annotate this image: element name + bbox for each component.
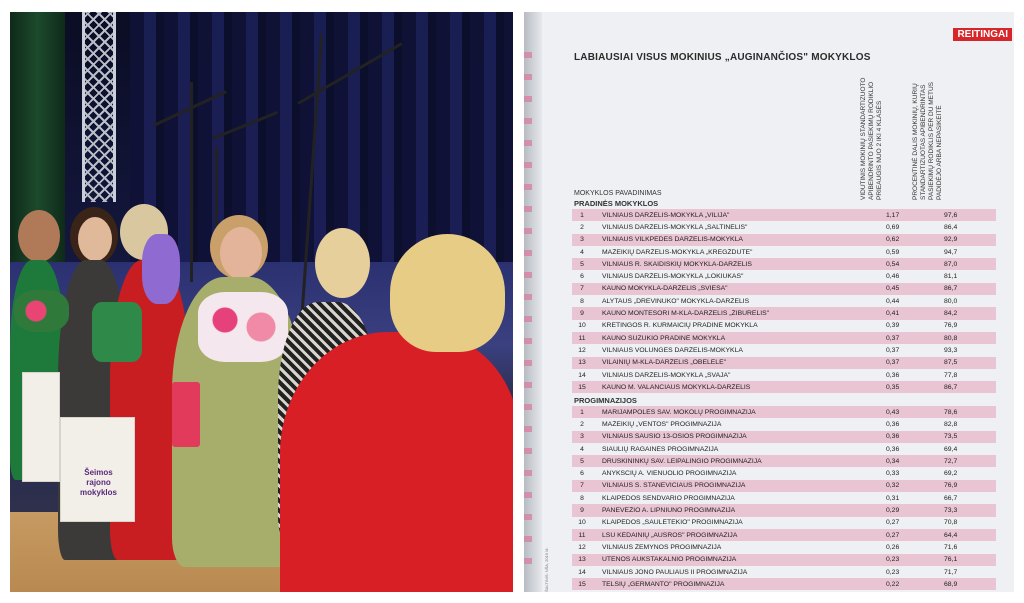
table-row — [572, 467, 996, 479]
score-increase-cell: 0,26 — [886, 543, 900, 551]
table-row — [572, 480, 996, 492]
rank-cell: 4 — [580, 445, 584, 453]
score-increase-cell: 0,34 — [886, 457, 900, 465]
table-row — [572, 492, 996, 504]
table-row — [572, 221, 996, 233]
score-increase-cell: 0,69 — [886, 223, 900, 231]
rank-cell: 13 — [578, 556, 586, 564]
score-increase-cell: 0,23 — [886, 556, 900, 564]
table-row — [572, 566, 996, 578]
score-increase-cell: 0,39 — [886, 322, 900, 330]
school-name-cell: ALYTAUS „DREVINUKO" MOKYKLA-DARŽELIS — [602, 297, 750, 305]
table-row — [572, 320, 996, 332]
school-name-cell: ŠIAULIŲ RAGAINĖS PROGIMNAZIJA — [602, 445, 719, 453]
percent-cell: 71,6 — [944, 543, 958, 551]
tote-bag — [60, 417, 135, 522]
rank-cell: 11 — [578, 334, 586, 342]
school-name-cell: MAŽEIKIŲ DARŽELIS-MOKYKLA „KREGŽDUTĖ" — [602, 248, 753, 256]
percent-cell: 69,4 — [944, 445, 958, 453]
person-red-jacket — [280, 332, 513, 592]
percent-cell: 68,9 — [944, 580, 958, 588]
rank-cell: 4 — [580, 248, 584, 256]
percent-cell: 73,5 — [944, 433, 958, 441]
school-name-cell: KAUNO MONTESORI M-KLA-DARŽELIS „ŽIBURĖLIS" — [602, 310, 770, 318]
table-row — [572, 344, 996, 356]
table-row — [572, 529, 996, 541]
percent-cell: 92,9 — [944, 236, 958, 244]
score-increase-cell: 0,27 — [886, 531, 900, 539]
score-increase-cell: 0,22 — [886, 580, 900, 588]
percent-cell: 80,8 — [944, 334, 958, 342]
percent-cell: 86,7 — [944, 285, 958, 293]
table-row — [572, 234, 996, 246]
score-increase-cell: 0,27 — [886, 519, 900, 527]
school-name-cell: UTENOS AUKŠTAKALNIO PROGIMNAZIJA — [602, 556, 737, 564]
school-name-cell: VILNIAUS DARŽELIS-MOKYKLA „VILIJA" — [602, 211, 730, 219]
score-increase-cell: 1,17 — [886, 211, 900, 219]
percent-cell: 86,4 — [944, 223, 958, 231]
table-row — [572, 270, 996, 282]
school-name-cell: VILNIAUS VOLUNGĖS DARŽELIS-MOKYKLA — [602, 346, 743, 354]
rank-cell: 2 — [580, 420, 584, 428]
score-increase-cell: 0,36 — [886, 420, 900, 428]
school-name-cell: KRETINGOS R. KURMAIČIŲ PRADINĖ MOKYKLA — [602, 322, 758, 330]
percent-cell: 93,3 — [944, 346, 958, 354]
school-name-cell: KLAIPĖDOS „SAULĖTEKIO" PROGIMNAZIJA — [602, 519, 743, 527]
table-headline: LABIAUSIAI VISUS MOKINIUS „AUGINANČIOS" MOKYKLOS — [574, 52, 871, 63]
rank-cell: 3 — [580, 236, 584, 244]
percent-cell: 64,4 — [944, 531, 958, 539]
section-primary-title: PRADINĖS MOKYKLOS — [574, 199, 659, 208]
microphone-stand — [190, 82, 193, 282]
table-row — [572, 209, 996, 221]
percent-cell: 87,5 — [944, 359, 958, 367]
school-name-cell: VILNIAUS DARŽELIS-MOKYKLA „LOKIUKAS" — [602, 273, 744, 281]
table-row — [572, 443, 996, 455]
table-row — [572, 517, 996, 529]
score-increase-cell: 0,45 — [886, 285, 900, 293]
percent-cell: 71,7 — [944, 568, 958, 576]
percent-cell: 76,9 — [944, 482, 958, 490]
page-edge-marks — [524, 52, 532, 572]
rank-cell: 13 — [578, 359, 586, 367]
flower-bouquet — [142, 234, 180, 304]
score-increase-cell: 0,35 — [886, 383, 900, 391]
person-face — [78, 217, 112, 261]
score-increase-cell: 0,37 — [886, 359, 900, 367]
table-row — [572, 418, 996, 430]
school-name-cell: KLAIPĖDOS SENDVARIO PROGIMNAZIJA — [602, 494, 735, 502]
table-row — [572, 369, 996, 381]
percent-cell: 97,6 — [944, 211, 958, 219]
percent-cell: 78,6 — [944, 408, 958, 416]
score-increase-cell: 0,37 — [886, 346, 900, 354]
rank-cell: 9 — [580, 507, 584, 515]
rank-cell: 5 — [580, 457, 584, 465]
school-names-label: MOKYKLOS PAVADINIMAS — [574, 190, 662, 197]
table-row — [572, 541, 996, 553]
school-name-cell: LSU KĖDAINIŲ „AUŠROS" PROGIMNAZIJA — [602, 531, 738, 539]
rank-cell: 11 — [578, 531, 586, 539]
score-increase-cell: 0,37 — [886, 334, 900, 342]
school-name-cell: VILNIAUS SAUSIO 13-OSIOS PROGIMNAZIJA — [602, 433, 747, 441]
rank-cell: 6 — [580, 273, 584, 281]
green-folder — [92, 302, 142, 362]
flower-bouquet — [198, 292, 288, 362]
section-tab: REITINGAI — [953, 28, 1012, 41]
school-name-cell: VILNIAUS DARŽELIS-MOKYKLA „ŠALTINĖLIS" — [602, 223, 748, 231]
table-row — [572, 246, 996, 258]
score-increase-cell: 0,59 — [886, 248, 900, 256]
school-name-cell: VILNIAUS R. SKAIDIŠKIŲ MOKYKLA-DARŽELIS — [602, 260, 752, 268]
table-row — [572, 406, 996, 418]
percent-cell: 80,0 — [944, 297, 958, 305]
table-row — [572, 332, 996, 344]
percent-cell: 84,2 — [944, 310, 958, 318]
rank-cell: 12 — [578, 346, 586, 354]
score-increase-cell: 0,36 — [886, 371, 900, 379]
score-increase-cell: 0,43 — [886, 408, 900, 416]
rank-cell: 1 — [580, 211, 584, 219]
percent-cell: 73,3 — [944, 507, 958, 515]
event-photo — [10, 12, 513, 592]
percent-cell: 94,7 — [944, 248, 958, 256]
school-name-cell: TELŠIŲ „GERMANTO" PROGIMNAZIJA — [602, 580, 725, 588]
rank-cell: 14 — [578, 371, 586, 379]
table-row — [572, 554, 996, 566]
score-increase-cell: 0,29 — [886, 507, 900, 515]
rank-cell: 14 — [578, 568, 586, 576]
rank-cell: 10 — [578, 519, 586, 527]
rank-cell: 3 — [580, 433, 584, 441]
score-increase-cell: 0,23 — [886, 568, 900, 576]
rank-cell: 8 — [580, 297, 584, 305]
table-row — [572, 381, 996, 393]
rank-cell: 15 — [578, 383, 586, 391]
school-name-cell: VILNIAUS S. STANEVIČIAUS PROGIMNAZIJA — [602, 482, 746, 490]
percent-cell: 69,2 — [944, 470, 958, 478]
table-row — [572, 504, 996, 516]
rank-cell: 12 — [578, 543, 586, 551]
percent-cell: 76,1 — [944, 556, 958, 564]
percent-cell: 72,7 — [944, 457, 958, 465]
gift-bag — [172, 382, 200, 447]
school-name-cell: KAUNO M. VALANČIAUS MOKYKLA-DARŽELIS — [602, 383, 751, 391]
percent-cell: 76,9 — [944, 322, 958, 330]
table-row — [572, 431, 996, 443]
rank-cell: 5 — [580, 260, 584, 268]
person-blonde-hair — [390, 234, 505, 352]
percent-cell: 86,7 — [944, 383, 958, 391]
rank-cell: 9 — [580, 310, 584, 318]
table-row — [572, 283, 996, 295]
percent-cell: 82,8 — [944, 420, 958, 428]
rank-cell: 7 — [580, 482, 584, 490]
table-row — [572, 455, 996, 467]
person-face — [220, 227, 262, 279]
rank-cell: 10 — [578, 322, 586, 330]
school-name-cell: MARIJAMPOLĖS SAV. MOKOLŲ PROGIMNAZIJA — [602, 408, 756, 416]
rank-cell: 7 — [580, 285, 584, 293]
lighting-truss — [82, 12, 116, 202]
school-name-cell: ANYKŠČIŲ A. VIENUOLIO PROGIMNAZIJA — [602, 470, 737, 478]
percent-cell: 77,8 — [944, 371, 958, 379]
tote-bag-print: Šeimos rajono mokyklos — [80, 468, 117, 497]
rank-cell: 2 — [580, 223, 584, 231]
score-increase-cell: 0,41 — [886, 310, 900, 318]
school-name-cell: KAUNO MOKYKLA-DARŽELIS „ŠVIESA" — [602, 285, 728, 293]
primary-schools-table — [572, 209, 996, 393]
score-increase-cell: 0,36 — [886, 433, 900, 441]
person-head — [315, 228, 370, 298]
school-name-cell: VILNIAUS JONO PAULIAUS II PROGIMNAZIJA — [602, 568, 748, 576]
school-name-cell: KAUNO SUZUKIO PRADINĖ MOKYKLA — [602, 334, 726, 342]
rank-cell: 6 — [580, 470, 584, 478]
column-header-2 — [912, 70, 1004, 200]
percent-cell: 70,8 — [944, 519, 958, 527]
score-increase-cell: 0,46 — [886, 273, 900, 281]
school-name-cell: MAŽEIKIŲ „VENTOS" PROGIMNAZIJA — [602, 420, 722, 428]
score-increase-cell: 0,54 — [886, 260, 900, 268]
table-row — [572, 258, 996, 270]
pro-gymnasiums-table — [572, 406, 996, 590]
table-row — [572, 307, 996, 319]
flower-bouquet — [14, 290, 69, 332]
school-name-cell: VILNIAUS ŽEMYNOS PROGIMNAZIJA — [602, 543, 722, 551]
percent-cell: 66,7 — [944, 494, 958, 502]
rank-cell: 15 — [578, 580, 586, 588]
column-header-2-text: PROCENTINĖ DALIS MOKINIŲ, KURIŲ STANDARTIZUOTAS APIBENDRINTAS PASIEKIMŲ RODIKLIS PER DU METUS PADIDĖJO ARBA NEPASIKEITĖ — [912, 82, 943, 200]
source-credit: ŠALTINIS: NŠA, 2019 M. — [544, 547, 549, 592]
school-name-cell: VILAINIŲ M-KLA-DARŽELIS „OBELĖLĖ" — [602, 359, 727, 367]
score-increase-cell: 0,44 — [886, 297, 900, 305]
score-increase-cell: 0,62 — [886, 236, 900, 244]
score-increase-cell: 0,31 — [886, 494, 900, 502]
school-name-cell: PANEVĖŽIO A. LIPNIŪNO PROGIMNAZIJA — [602, 507, 736, 515]
school-name-cell: VILNIAUS VILKPĖDĖS DARŽELIS-MOKYKLA — [602, 236, 743, 244]
column-header-1-text: VIDUTINIS MOKINIŲ STANDARTIZUOTO APIBENDRINTO PASIEKIMŲ RODIKLIO PRIEAUGIS NUO 2 IKI 4 KLASĖS — [860, 77, 883, 200]
section-pro-title: PROGIMNAZIJOS — [574, 396, 637, 405]
rank-cell: 8 — [580, 494, 584, 502]
table-row — [572, 357, 996, 369]
score-increase-cell: 0,32 — [886, 482, 900, 490]
magazine-page — [524, 12, 1014, 592]
percent-cell: 81,1 — [944, 273, 958, 281]
percent-cell: 87,0 — [944, 260, 958, 268]
person-head — [18, 210, 60, 262]
school-name-cell: VILNIAUS DARŽELIS-MOKYKLA „SVAJA" — [602, 371, 731, 379]
school-name-cell: DRUSKININKŲ SAV. LEIPALINGIO PROGIMNAZIJA — [602, 457, 762, 465]
table-row — [572, 578, 996, 590]
tote-bag — [22, 372, 60, 482]
table-row — [572, 295, 996, 307]
rank-cell: 1 — [580, 408, 584, 416]
score-increase-cell: 0,36 — [886, 445, 900, 453]
score-increase-cell: 0,33 — [886, 470, 900, 478]
